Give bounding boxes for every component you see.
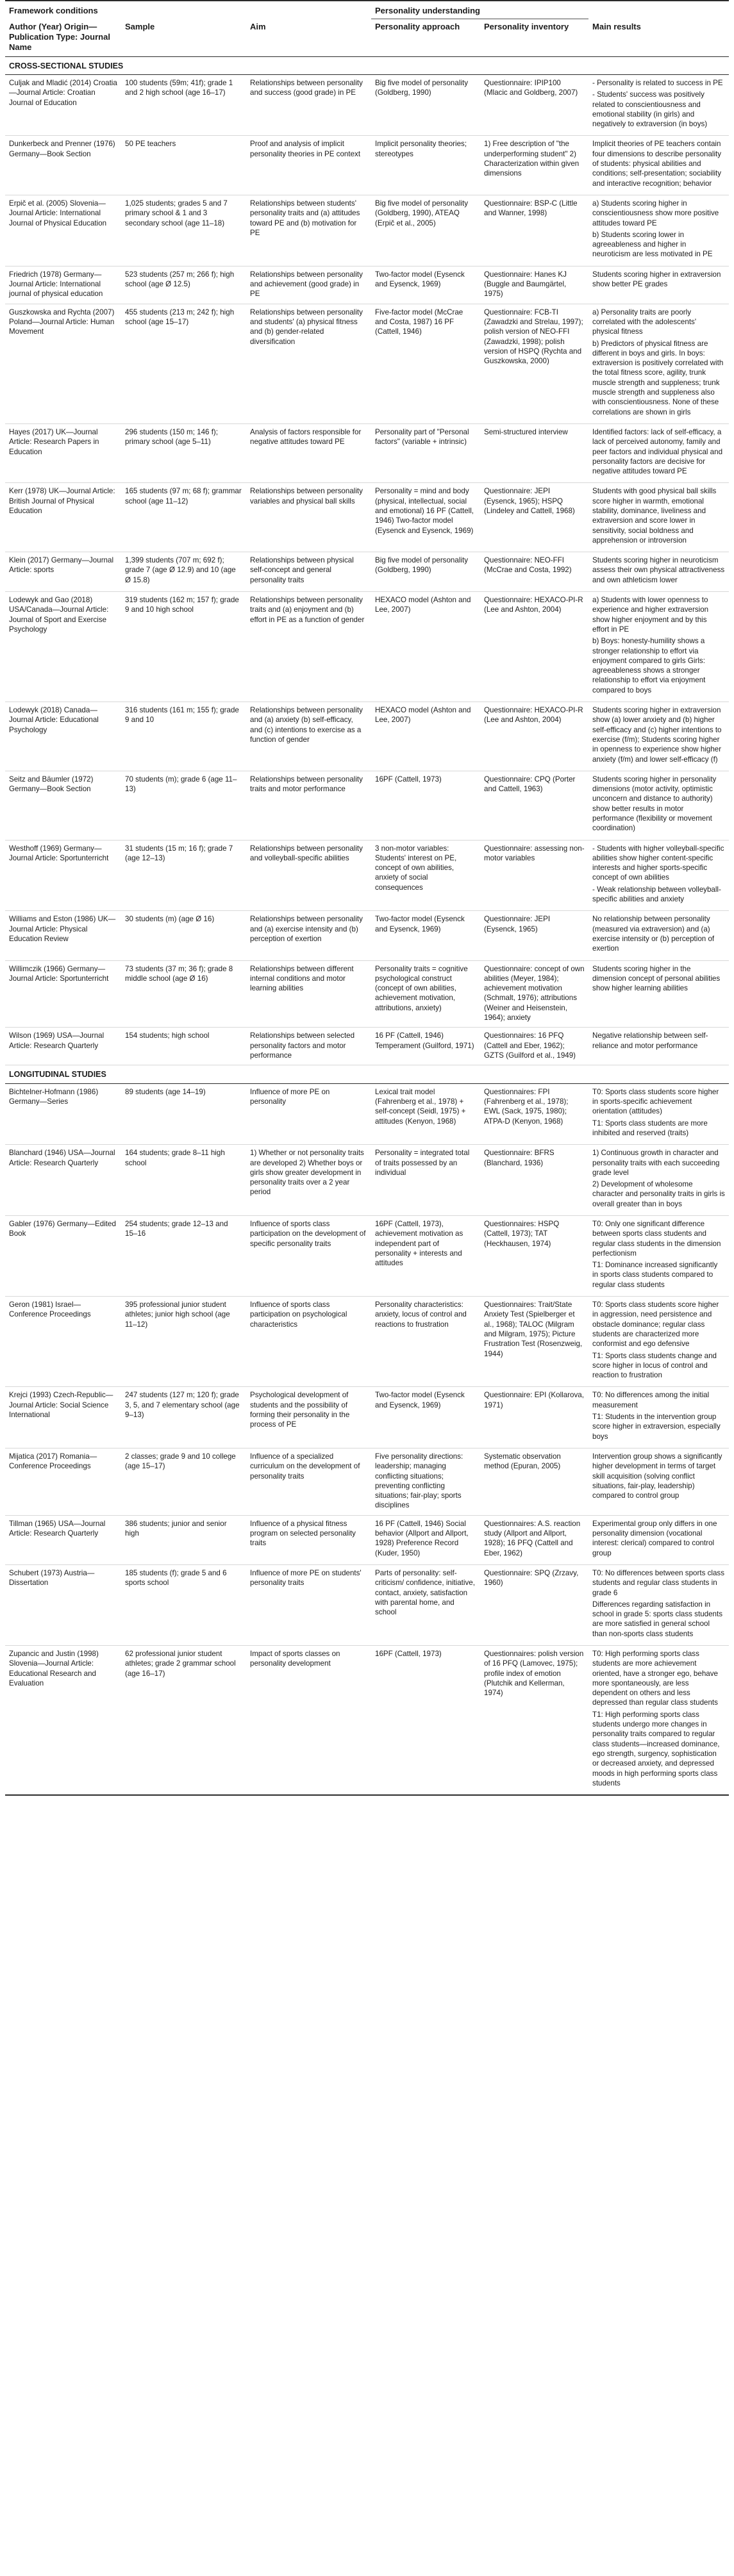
cell-sample: 386 students; junior and senior high bbox=[121, 1515, 246, 1564]
cell-author: Gabler (1976) Germany—Edited Book bbox=[5, 1216, 121, 1297]
cell-aim: Influence of sports class participation on the development of specific personality traits bbox=[246, 1216, 371, 1297]
cell-approach: HEXACO model (Ashton and Lee, 2007) bbox=[371, 592, 480, 702]
cell-author: Seitz and Bäumler (1972) Germany—Book Section bbox=[5, 771, 121, 840]
cell-aim: 1) Whether or not personality traits are developed 2) Whether boys or girls show greater development in personality traits over a 2 year period bbox=[246, 1145, 371, 1216]
cell-aim: Relationships between personality variables and physical ball skills bbox=[246, 483, 371, 552]
table-row bbox=[5, 911, 729, 960]
cell-sample: 89 students (age 14–19) bbox=[121, 1083, 246, 1144]
cell-sample: 316 students (161 m; 155 f); grade 9 and 10 bbox=[121, 702, 246, 771]
cell-author: Schubert (1973) Austria—Dissertation bbox=[5, 1564, 121, 1645]
cell-results bbox=[588, 1515, 729, 1564]
cell-sample: 455 students (213 m; 242 f); high school (age 15–17) bbox=[121, 304, 246, 423]
table-row bbox=[5, 75, 729, 136]
cell-approach: Implicit personality theories; stereotypes bbox=[371, 136, 480, 195]
cell-sample: 30 students (m) (age Ø 16) bbox=[121, 911, 246, 960]
header-blank-sample bbox=[121, 1, 246, 19]
cell-results bbox=[588, 195, 729, 266]
cell-aim: Influence of more PE on personality bbox=[246, 1083, 371, 1144]
table-row bbox=[5, 1145, 729, 1216]
cell-aim: Relationships between personality and (a) exercise intensity and (b) perception of exertion bbox=[246, 911, 371, 960]
cell-inventory: Questionnaire: BFRS (Blanchard, 1936) bbox=[480, 1145, 588, 1216]
cell-author: Lodewyk (2018) Canada—Journal Article: Educational Psychology bbox=[5, 702, 121, 771]
cell-results bbox=[588, 771, 729, 840]
cell-aim: Relationships between personality traits and (a) enjoyment and (b) effort in PE as a function of gender bbox=[246, 592, 371, 702]
cell-inventory: Questionnaire: HEXACO-PI-R (Lee and Ashton, 2004) bbox=[480, 702, 588, 771]
cell-inventory: Questionnaires: HSPQ (Cattell, 1973); TAT (Heckhausen, 1974) bbox=[480, 1216, 588, 1297]
cell-approach: Personality part of "Personal factors" (variable + intrinsic) bbox=[371, 423, 480, 482]
cell-aim: Relationships between different internal conditions and motor learning abilities bbox=[246, 960, 371, 1028]
result-item: Students scoring higher in personality dimensions (motor activity, optimistic unconcern and distance to authority) show better results in motor performance (flexibility or movement coordination) bbox=[592, 775, 717, 833]
result-item: T1: Dominance increased significantly in sports class students compared to regular class students bbox=[592, 1261, 718, 1289]
cell-inventory: Questionnaires: 16 PFQ (Cattell and Eber, 1962); GZTS (Guilford et al., 1949) bbox=[480, 1028, 588, 1065]
cell-sample: 165 students (97 m; 68 f); grammar school (age 11–12) bbox=[121, 483, 246, 552]
cell-author: Guszkowska and Rychta (2007) Poland—Journal Article: Human Movement bbox=[5, 304, 121, 423]
result-item: T0: No differences among the initial measurement bbox=[592, 1391, 710, 1409]
table-row bbox=[5, 136, 729, 195]
cell-inventory: Questionnaire: JEPI (Eysenck, 1965); HSPQ (Lindeley and Cattell, 1968) bbox=[480, 483, 588, 552]
result-item: a) Students with lower openness to experience and higher extraversion show higher enjoyment and by this effort in PE bbox=[592, 596, 709, 634]
result-item: Experimental group only differs in one personality dimension (vocational interest: clerical) compared to control group bbox=[592, 1519, 717, 1557]
result-item: Identified factors: lack of self-efficacy, a lack of perceived autonomy, family and peer factors and individual physical and personality factors are decisive for negative attitudes toward PE bbox=[592, 427, 723, 476]
cell-inventory: 1) Free description of "the underperforming student" 2) Characterization within given dimensions bbox=[480, 136, 588, 195]
cell-approach: 16 PF (Cattell, 1946) Temperament (Guilford, 1971) bbox=[371, 1028, 480, 1065]
result-item: b) Students scoring lower in agreeableness and higher in neuroticism are less motivated in PE bbox=[592, 230, 713, 259]
header-blank-aim bbox=[246, 1, 371, 19]
cell-results bbox=[588, 592, 729, 702]
cell-aim: Relationships between personality and success (good grade) in PE bbox=[246, 75, 371, 136]
cell-approach: Personality characteristics: anxiety, locus of control and reactions to frustration bbox=[371, 1297, 480, 1387]
cell-author: Friedrich (1978) Germany—Journal Article: International journal of physical education bbox=[5, 266, 121, 304]
table-row bbox=[5, 1216, 729, 1297]
cell-author: Mijatica (2017) Romania—Conference Proceedings bbox=[5, 1448, 121, 1515]
cell-approach: Personality = integrated total of traits possessed by an individual bbox=[371, 1145, 480, 1216]
result-item: Differences regarding satisfaction in school in grade 5: sports class students are more satisfied in general school than non-sports class students bbox=[592, 1600, 723, 1638]
table-row bbox=[5, 840, 729, 911]
cell-results bbox=[588, 1083, 729, 1144]
cell-aim: Influence of more PE on students' personality traits bbox=[246, 1564, 371, 1645]
result-item: Students scoring higher in the dimension concept of personal abilities show higher learning abilities bbox=[592, 964, 721, 993]
cell-approach: Five-factor model (McCrae and Costa, 1987) 16 PF (Cattell, 1946) bbox=[371, 304, 480, 423]
cell-approach: 3 non-motor variables: Students' interest on PE, concept of own abilities, anxiety of social consequences bbox=[371, 840, 480, 911]
table-row bbox=[5, 702, 729, 771]
header-aim: Aim bbox=[246, 19, 371, 56]
result-item: a) Personality traits are poorly correlated with the adolescents' physical fitness bbox=[592, 308, 697, 336]
table-row bbox=[5, 1083, 729, 1144]
cell-sample: 164 students; grade 8–11 high school bbox=[121, 1145, 246, 1216]
header-results: Main results bbox=[588, 19, 729, 56]
cell-sample: 1,399 students (707 m; 692 f); grade 7 (age Ø 12.9) and 10 (age Ø 15.8) bbox=[121, 552, 246, 592]
result-item: - Students' success was positively related to conscientiousness and emotional stability (in girls) and negatively to extraversion (in boys) bbox=[592, 90, 708, 129]
cell-author: Blanchard (1946) USA—Journal Article: Research Quarterly bbox=[5, 1145, 121, 1216]
section-row bbox=[5, 56, 729, 75]
result-item: Students scoring higher in neuroticism assess their own physical attractiveness and own athleticism lower bbox=[592, 556, 725, 584]
section-title: CROSS-SECTIONAL STUDIES bbox=[5, 56, 729, 75]
cell-inventory: Questionnaire: FCB-TI (Zawadzki and Strelau, 1997); polish version of NEO-FFI (Zawadzki, 1998); polish version of HSPQ (Rychta and Guszkowska, 2000) bbox=[480, 304, 588, 423]
cell-inventory: Questionnaires: Trait/State Anxiety Test (Spielberger et al., 1968); TALOC (Milgram and Milgram, 1975); Picture Frustration Test (Rosenzweig, 1944) bbox=[480, 1297, 588, 1387]
cell-aim: Relationships between personality and students' (a) physical fitness and (b) gender-related diversification bbox=[246, 304, 371, 423]
header-author bbox=[5, 19, 121, 56]
cell-aim: Influence of sports class participation on psychological characteristics bbox=[246, 1297, 371, 1387]
cell-sample: 154 students; high school bbox=[121, 1028, 246, 1065]
cell-author: Erpič et al. (2005) Slovenia—Journal Article: International Journal of Physical Education bbox=[5, 195, 121, 266]
result-item: Intervention group shows a significantly higher development in terms of target skill acquisition (solving conflict situations, fair-play, leadership) compared to control group bbox=[592, 1452, 722, 1500]
cell-sample: 100 students (59m; 41f); grade 1 and 2 high school (age 16–17) bbox=[121, 75, 246, 136]
cell-aim: Impact of sports classes on personality development bbox=[246, 1645, 371, 1795]
cell-author: Williams and Eston (1986) UK—Journal Article: Physical Education Review bbox=[5, 911, 121, 960]
cell-approach: HEXACO model (Ashton and Lee, 2007) bbox=[371, 702, 480, 771]
cell-results bbox=[588, 1564, 729, 1645]
cell-results bbox=[588, 1145, 729, 1216]
cell-aim: Proof and analysis of implicit personality theories in PE context bbox=[246, 136, 371, 195]
cell-inventory: Questionnaire: SPQ (Zrzavy, 1960) bbox=[480, 1564, 588, 1645]
result-item: T0: No differences between sports class students and regular class students in grade 6 bbox=[592, 1568, 725, 1597]
header-approach: Personality approach bbox=[371, 19, 480, 56]
table-row bbox=[5, 1515, 729, 1564]
cell-inventory: Questionnaire: JEPI (Eysenck, 1965) bbox=[480, 911, 588, 960]
cell-author: Kerr (1978) UK—Journal Article: British Journal of Physical Education bbox=[5, 483, 121, 552]
cell-author: Hayes (2017) UK—Journal Article: Research Papers in Education bbox=[5, 423, 121, 482]
cell-author: Wilson (1969) USA—Journal Article: Research Quarterly bbox=[5, 1028, 121, 1065]
cell-aim: Relationships between personality and achievement (good grade) in PE bbox=[246, 266, 371, 304]
header-sample: Sample bbox=[121, 19, 246, 56]
cell-approach: 16PF (Cattell, 1973) bbox=[371, 771, 480, 840]
cell-author: Lodewyk and Gao (2018) USA/Canada—Journal Article: Journal of Sport and Exercise Psychology bbox=[5, 592, 121, 702]
table-row bbox=[5, 483, 729, 552]
result-item: T0: Sports class students score higher in aggression, need persistence and obstacle dominance; regular class students are characterized more conformist and ego defensive bbox=[592, 1300, 719, 1349]
cell-results bbox=[588, 1216, 729, 1297]
cell-approach: Personality traits = cognitive psychological construct (concept of own abilities, achievement motivation, attributions, anxiety) bbox=[371, 960, 480, 1028]
cell-sample: 254 students; grade 12–13 and 15–16 bbox=[121, 1216, 246, 1297]
result-item: Implicit theories of PE teachers contain four dimensions to describe personality of students: physical abilities and conditions; self-presentation; sociability and interactive recognition; behavior bbox=[592, 140, 722, 188]
result-item: Students scoring higher in extraversion show (a) lower anxiety and (b) higher self-efficacy and (c) higher intentions to exercise (f/m); Students scoring higher in openness to experience show higher anxiety (f/m) and lower self-efficacy (f) bbox=[592, 706, 722, 764]
table-row bbox=[5, 592, 729, 702]
header-framework: Framework conditions bbox=[5, 1, 121, 19]
cell-inventory: Questionnaire: EPI (Kollarova, 1971) bbox=[480, 1387, 588, 1448]
cell-sample: 185 students (f); grade 5 and 6 sports school bbox=[121, 1564, 246, 1645]
cell-inventory: Semi-structured interview bbox=[480, 423, 588, 482]
table-row bbox=[5, 1564, 729, 1645]
cell-author: Zupancic and Justin (1998) Slovenia—Journal Article: Educational Research and Evaluation bbox=[5, 1645, 121, 1795]
cell-approach: Two-factor model (Eysenck and Eysenck, 1969) bbox=[371, 266, 480, 304]
cell-author: Tillman (1965) USA—Journal Article: Research Quarterly bbox=[5, 1515, 121, 1564]
result-item: a) Students scoring higher in conscientiousness show more positive attitudes toward PE bbox=[592, 199, 719, 227]
header-blank-results bbox=[588, 1, 729, 19]
table-row bbox=[5, 1645, 729, 1795]
result-item: - Weak relationship between volleyball-specific abilities and anxiety bbox=[592, 885, 721, 904]
table-row bbox=[5, 423, 729, 482]
cell-inventory: Questionnaire: BSP-C (Little and Wanner, 1998) bbox=[480, 195, 588, 266]
cell-inventory: Questionnaires: FPI (Fahrenberg et al., 1978); EWL (Sack, 1975, 1980); ATPA-D (Kenyon, 1968) bbox=[480, 1083, 588, 1144]
cell-results bbox=[588, 1448, 729, 1515]
cell-sample: 319 students (162 m; 157 f); grade 9 and 10 high school bbox=[121, 592, 246, 702]
cell-author: Klein (2017) Germany—Journal Article: sports bbox=[5, 552, 121, 592]
cell-results bbox=[588, 483, 729, 552]
table-row bbox=[5, 771, 729, 840]
result-item: No relationship between personality (measured via extraversion) and (a) exercise intensity or (b) perception of exertion bbox=[592, 915, 715, 953]
cell-sample: 2 classes; grade 9 and 10 college (age 15–17) bbox=[121, 1448, 246, 1515]
result-item: T0: High performing sports class students are more achievement oriented, have a stronger ego, behave more spontaneously, are less dependent on others and less depressed than regular class students bbox=[592, 1649, 718, 1707]
cell-approach: 16PF (Cattell, 1973), achievement motivation as independent part of personality + interests and attitudes bbox=[371, 1216, 480, 1297]
result-item: Students scoring higher in extraversion show better PE grades bbox=[592, 270, 721, 289]
cell-results bbox=[588, 1028, 729, 1065]
table-row bbox=[5, 1448, 729, 1515]
cell-author: Westhoff (1969) Germany—Journal Article: Sportunterricht bbox=[5, 840, 121, 911]
table-row bbox=[5, 1297, 729, 1387]
result-item: 2) Development of wholesome character and personality traits in girls is overall greater than in boys bbox=[592, 1180, 725, 1208]
cell-approach: Personality = mind and body (physical, intellectual, social and emotional) 16 PF (Cattell, 1946) Two-factor model (Eysenck and Eysenck, 1969) bbox=[371, 483, 480, 552]
cell-approach: Parts of personality: self-criticism/ confidence, initiative, contact, anxiety, satisfaction with parental home, and school bbox=[371, 1564, 480, 1645]
cell-author: Krejci (1993) Czech-Republic—Journal Article: Social Science International bbox=[5, 1387, 121, 1448]
result-item: T0: Only one significant difference between sports class students and regular class students in the dimension perfectionism bbox=[592, 1220, 721, 1258]
cell-sample: 70 students (m); grade 6 (age 11–13) bbox=[121, 771, 246, 840]
cell-inventory: Questionnaires: polish version of 16 PFQ (Lamovec, 1975); profile index of emotion (Plutchik and Kellerman, 1974) bbox=[480, 1645, 588, 1795]
cell-aim: Relationships between personality and volleyball-specific abilities bbox=[246, 840, 371, 911]
cell-sample: 62 professional junior student athletes; grade 2 grammar school (age 16–17) bbox=[121, 1645, 246, 1795]
cell-aim: Relationships between personality and (a) anxiety (b) self-efficacy, and (c) intentions to exercise as a function of gender bbox=[246, 702, 371, 771]
cell-approach: Lexical trait model (Fahrenberg et al., 1978) + self-concept (Seidl, 1975) + attitudes (Kenyon, 1968) bbox=[371, 1083, 480, 1144]
cell-sample: 1,025 students; grades 5 and 7 primary school & 1 and 3 secondary school (age 11–18) bbox=[121, 195, 246, 266]
cell-approach: Five personality directions: leadership; managing conflicting situations; preventing conflicting situations; fair-play; sports disciplines bbox=[371, 1448, 480, 1515]
cell-author: Bichtelner-Hofmann (1986) Germany—Series bbox=[5, 1083, 121, 1144]
cell-inventory: Questionnaire: concept of own abilities (Meyer, 1984); achievement motivation (Schmalt, 1976); attributions (Weiner and Heisenstein, 1964); anxiety bbox=[480, 960, 588, 1028]
cell-inventory: Questionnaire: NEO-FFI (McCrae and Costa, 1992) bbox=[480, 552, 588, 592]
cell-author: Willimczik (1966) Germany—Journal Article: Sportunterricht bbox=[5, 960, 121, 1028]
section-title: LONGITUDINAL STUDIES bbox=[5, 1065, 729, 1084]
result-item: Students with good physical ball skills score higher in warmth, emotional stability, dominance, liveliness and extraversion and score lower in sensitivity, social boldness and apprehension or introversion bbox=[592, 487, 717, 545]
cell-sample: 523 students (257 m; 266 f); high school (age Ø 12.5) bbox=[121, 266, 246, 304]
table-row bbox=[5, 266, 729, 304]
cell-approach: 16 PF (Cattell, 1946) Social behavior (Allport and Allport, 1928) Preference Record (Kuder, 1950) bbox=[371, 1515, 480, 1564]
result-item: Negative relationship between self-reliance and motor performance bbox=[592, 1031, 708, 1050]
cell-author: Geron (1981) Israel—Conference Proceedings bbox=[5, 1297, 121, 1387]
cell-results bbox=[588, 1297, 729, 1387]
table-header bbox=[5, 1, 729, 56]
cell-aim: Relationships between physical self-concept and general personality traits bbox=[246, 552, 371, 592]
result-item: T1: Sports class students are more inhibited and reserved (traits) bbox=[592, 1119, 708, 1137]
result-item: 1) Continuous growth in character and personality traits with each succeeding grade level bbox=[592, 1149, 720, 1177]
cell-author: Dunkerbeck and Prenner (1976) Germany—Book Section bbox=[5, 136, 121, 195]
result-item: b) Predictors of physical fitness are different in boys and girls. In boys: extraversion is positively correlated with the total fitness score, agility, trunk muscle strength and suppleness; trunk muscle strength and suppleness also with conscientiousness. None of these correlations are shown in girls bbox=[592, 339, 724, 416]
result-item: - Students with higher volleyball-specific abilities show higher content-specific interests and higher sports-specific concept of own abilities bbox=[592, 844, 724, 882]
cell-author: Culjak and Mladić (2014) Croatia—Journal Article: Croatian Journal of Education bbox=[5, 75, 121, 136]
result-item: T1: Sports class students change and score higher in locus of control and reaction to frustration bbox=[592, 1351, 717, 1380]
cell-approach: Big five model of personality (Goldberg, 1990), ATEAQ (Erpič et al., 2005) bbox=[371, 195, 480, 266]
cell-inventory: Systematic observation method (Epuran, 2005) bbox=[480, 1448, 588, 1515]
cell-results bbox=[588, 552, 729, 592]
cell-results bbox=[588, 423, 729, 482]
cell-sample: 296 students (150 m; 146 f); primary school (age 5–11) bbox=[121, 423, 246, 482]
cell-approach: Two-factor model (Eysenck and Eysenck, 1969) bbox=[371, 1387, 480, 1448]
cell-results bbox=[588, 911, 729, 960]
cell-approach: Two-factor model (Eysenck and Eysenck, 1969) bbox=[371, 911, 480, 960]
cell-results bbox=[588, 75, 729, 136]
cell-results bbox=[588, 304, 729, 423]
cell-inventory: Questionnaire: IPIP100 (Mlacic and Goldberg, 2007) bbox=[480, 75, 588, 136]
header-inventory: Personality inventory bbox=[480, 19, 588, 56]
result-item: b) Boys: honesty-humility shows a stronger relationship to effort via enjoyment compared to girls Girls: agreeableness shows a stronger relationship to effort via enjoyment compared to boys bbox=[592, 637, 706, 694]
result-item: T0: Sports class students score higher in sports-specific achievement orientation (attitudes) bbox=[592, 1087, 719, 1116]
cell-approach: Big five model of personality (Goldberg, 1990) bbox=[371, 552, 480, 592]
cell-aim: Relationships between students' personality traits and (a) attitudes toward PE and (b) motivation for PE bbox=[246, 195, 371, 266]
result-item: T1: High performing sports class students undergo more changes in personality traits compared to regular class students—increased dominance, ego strength, surgency, sophistication or decreased anxiety, and depressed moods in high performing sports class students bbox=[592, 1710, 720, 1787]
cell-approach: Big five model of personality (Goldberg, 1990) bbox=[371, 75, 480, 136]
result-item: T1: Students in the intervention group score higher in extraversion, especially boys bbox=[592, 1413, 721, 1441]
cell-inventory: Questionnaire: CPQ (Porter and Cattell, 1963) bbox=[480, 771, 588, 840]
table-body bbox=[5, 56, 729, 1795]
section-row bbox=[5, 1065, 729, 1084]
cell-aim: Influence of a physical fitness program on selected personality traits bbox=[246, 1515, 371, 1564]
cell-sample: 395 professional junior student athletes; junior high school (age 11–12) bbox=[121, 1297, 246, 1387]
cell-aim: Influence of a specialized curriculum on the development of personality traits bbox=[246, 1448, 371, 1515]
cell-sample: 50 PE teachers bbox=[121, 136, 246, 195]
cell-inventory: Questionnaire: HEXACO-PI-R (Lee and Ashton, 2004) bbox=[480, 592, 588, 702]
table-row bbox=[5, 552, 729, 592]
cell-inventory: Questionnaire: Hanes KJ (Buggle and Baumgärtel, 1975) bbox=[480, 266, 588, 304]
cell-aim: Relationships between personality traits and motor performance bbox=[246, 771, 371, 840]
cell-sample: 73 students (37 m; 36 f); grade 8 middle school (age Ø 16) bbox=[121, 960, 246, 1028]
cell-aim: Analysis of factors responsible for negative attitudes toward PE bbox=[246, 423, 371, 482]
cell-aim: Psychological development of students and the possibility of forming their personality in the process of PE bbox=[246, 1387, 371, 1448]
studies-table bbox=[5, 0, 729, 1796]
cell-results bbox=[588, 702, 729, 771]
cell-results bbox=[588, 266, 729, 304]
table-row bbox=[5, 960, 729, 1028]
cell-results bbox=[588, 840, 729, 911]
cell-aim: Relationships between selected personality factors and motor performance bbox=[246, 1028, 371, 1065]
cell-sample: 247 students (127 m; 120 f); grade 3, 5, and 7 elementary school (age 9–13) bbox=[121, 1387, 246, 1448]
table-row bbox=[5, 1387, 729, 1448]
cell-approach: 16PF (Cattell, 1973) bbox=[371, 1645, 480, 1795]
table-row bbox=[5, 195, 729, 266]
result-item: - Personality is related to success in PE bbox=[592, 79, 723, 87]
cell-sample: 31 students (15 m; 16 f); grade 7 (age 12–13) bbox=[121, 840, 246, 911]
cell-inventory: Questionnaires: A.S. reaction study (Allport and Allport, 1928); 16 PFQ (Cattell and Eber, 1962) bbox=[480, 1515, 588, 1564]
header-personality: Personality understanding bbox=[371, 1, 588, 19]
cell-results bbox=[588, 1645, 729, 1795]
cell-inventory: Questionnaire: assessing non-motor variables bbox=[480, 840, 588, 911]
table-row bbox=[5, 304, 729, 423]
cell-results bbox=[588, 1387, 729, 1448]
header-author-text: Author (Year) Origin—Publication Type: Journal Name bbox=[9, 21, 110, 53]
cell-results bbox=[588, 136, 729, 195]
cell-results bbox=[588, 960, 729, 1028]
table-row bbox=[5, 1028, 729, 1065]
